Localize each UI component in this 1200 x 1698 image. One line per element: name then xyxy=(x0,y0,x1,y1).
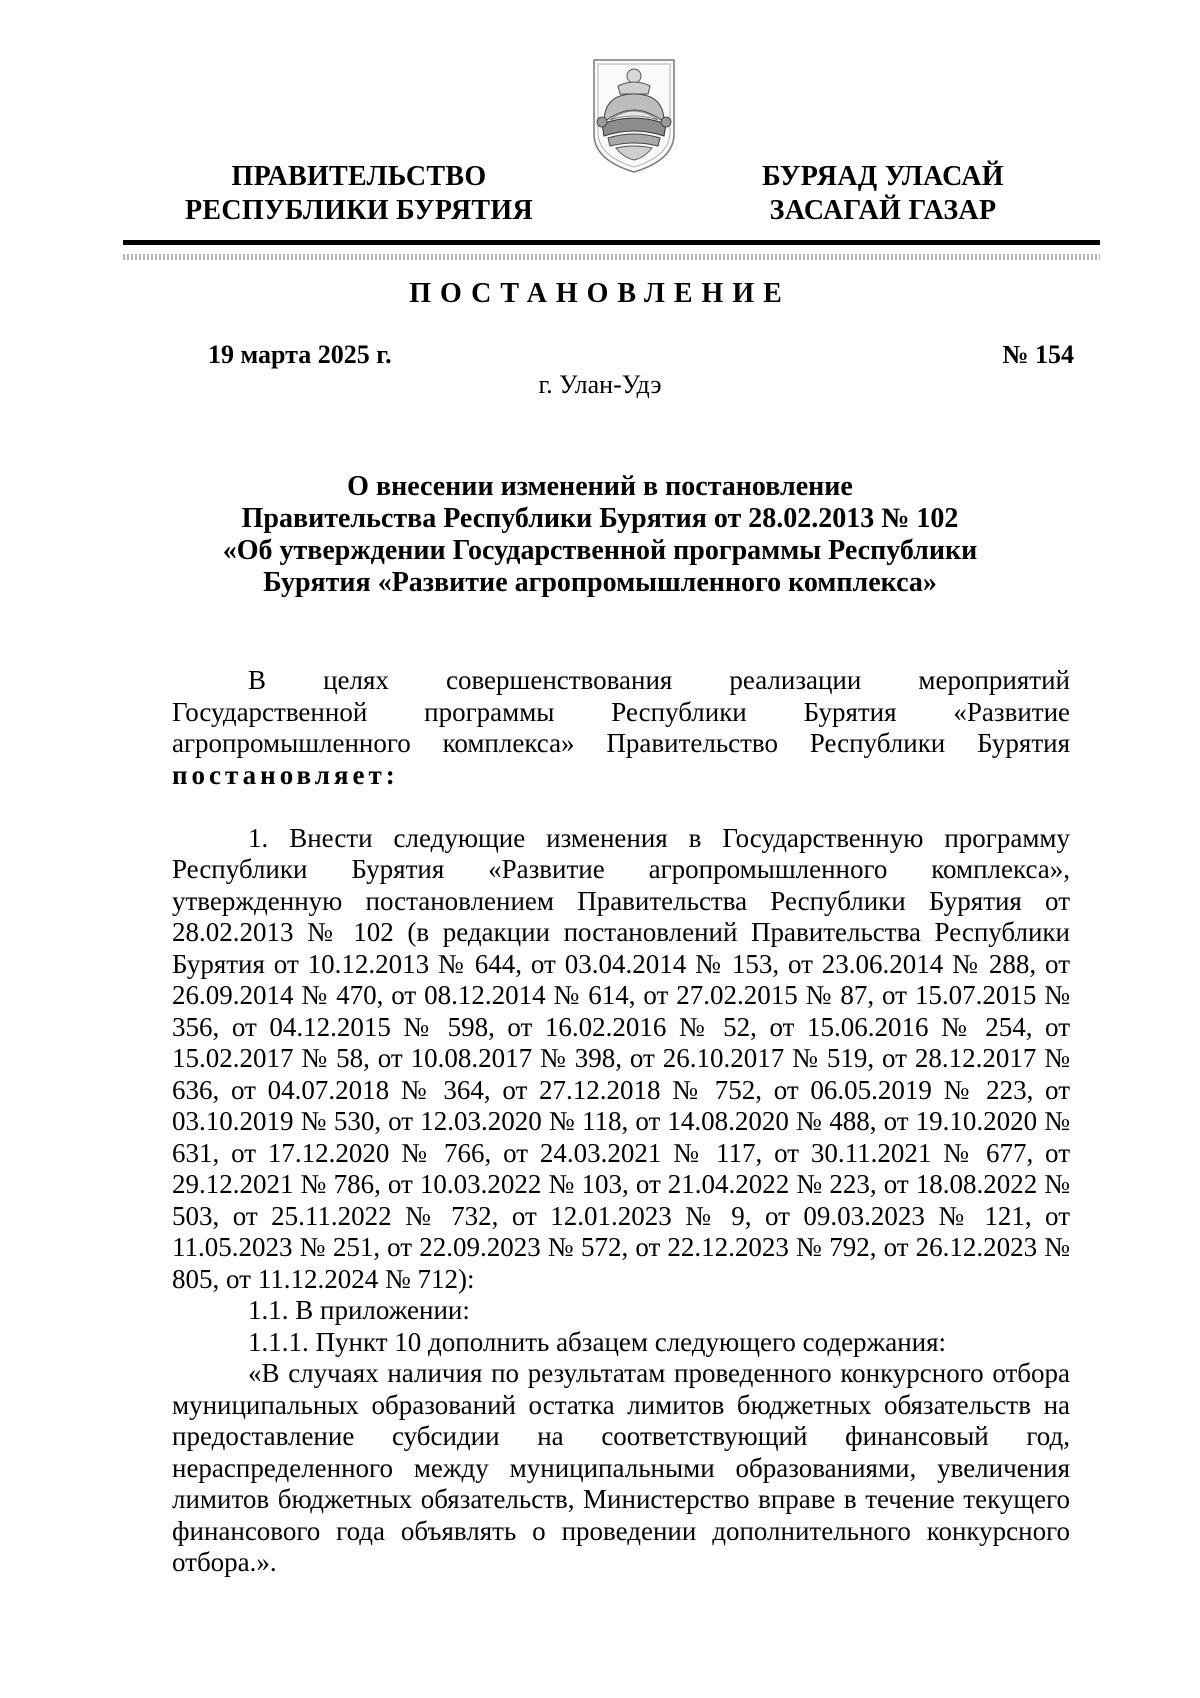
document-date: 19 марта 2025 г. xyxy=(208,340,392,369)
document-title-line: Правительства Республики Бурятия от 28.02.2013 № 102 xyxy=(241,503,959,534)
document-title-line: О внесении изменений в постановление xyxy=(347,471,853,502)
document-type: ПОСТАНОВЛЕНИЕ xyxy=(409,278,791,309)
quoted-paragraph: «В случаях наличия по результатам проведенного конкурсного отбора муниципальных образований остатка лимитов бюджетных обязательств на предоставление субсидии на соответствующий финансовый год, нераспределенного между муниципальными образованиями, увеличения лимитов бюджетных обязательств, Министерство вправе в течение текущего финансового года объявлять о проведении дополнительного конкурсного отбора.». xyxy=(172,1358,1070,1577)
document-title-line: «Об утверждении Государственной программы Республики xyxy=(222,535,978,566)
item-1-1-1-paragraph: 1.1.1. Пункт 10 дополнить абзацем следующего содержания: xyxy=(248,1326,947,1357)
government-name-bua-line2: ЗАСАГАЙ ГАЗАР xyxy=(769,195,997,226)
document-city: г. Улан-Удэ xyxy=(538,370,662,399)
item-1-1-paragraph: 1.1. В приложении: xyxy=(248,1295,470,1325)
header-divider-hatched xyxy=(123,254,1100,260)
preamble-text: В целях совершенствования реализации мероприятий Государственной программы Республики Бурятия «Развитие агропромышленного комплекса» Правительство Республики Бурятия xyxy=(172,665,1070,758)
document-title-line: Бурятия «Развитие агропромышленного комплекса» xyxy=(263,567,937,598)
document-body xyxy=(172,665,1070,1579)
document-title xyxy=(150,471,1050,599)
header-divider xyxy=(123,240,1100,245)
preamble-paragraph xyxy=(172,665,1070,791)
document-number: № 154 xyxy=(1002,340,1074,369)
government-name-bua-line1: БУРЯАД УЛАСАЙ xyxy=(762,161,1004,192)
coat-of-arms-icon xyxy=(588,52,680,178)
preamble-emphasis: постановляет: xyxy=(172,759,399,790)
government-name-ru-line1: ПРАВИТЕЛЬСТВО xyxy=(231,161,487,192)
government-name-ru-line2: РЕСПУБЛИКИ БУРЯТИЯ xyxy=(185,195,533,226)
government-name-buryat xyxy=(752,160,1014,228)
item-1-paragraph: 1. Внести следующие изменения в Государственную программу Республики Бурятия «Развитие агропромышленного комплекса», утвержденную постановлением Правительства Республики Бурятия от 28.02.2013 № 102 (в редакции постановлений Правительства Республики Бурятия от 10.12.2013 № 644, от 03.04.2014 № 153, от 23.06.2014 № 288, от 26.09.2014 № 470, от 08.12.2014 № 614, от 27.02.2015 № 87, от 15.07.2015 № 356, от 04.12.2015 № 598, от 16.02.2016 № 52, от 15.06.2016 № 254, от 15.02.2017 № 58, от 10.08.2017 № 398, от 26.10.2017 № 519, от 28.12.2017 № 636, от 04.07.2018 № 364, от 27.12.2018 № 752, от 06.05.2019 № 223, от 03.10.2019 № 530, от 12.03.2020 № 118, от 14.08.2020 № 488, от 19.10.2020 № 631, от 17.12.2020 № 766, от 24.03.2021 № 117, от 30.11.2021 № 677, от 29.12.2021 № 786, от 10.03.2022 № 103, от 21.04.2022 № 223, от 18.08.2022 № 503, от 25.11.2022 № 732, от 12.01.2023 № 9, от 09.03.2023 № 121, от 11.05.2023 № 251, от 22.09.2023 № 572, от 22.12.2023 № 792, от 26.12.2023 № 805, от 11.12.2024 № 712): xyxy=(172,822,1070,1294)
government-name-russian xyxy=(182,160,536,228)
